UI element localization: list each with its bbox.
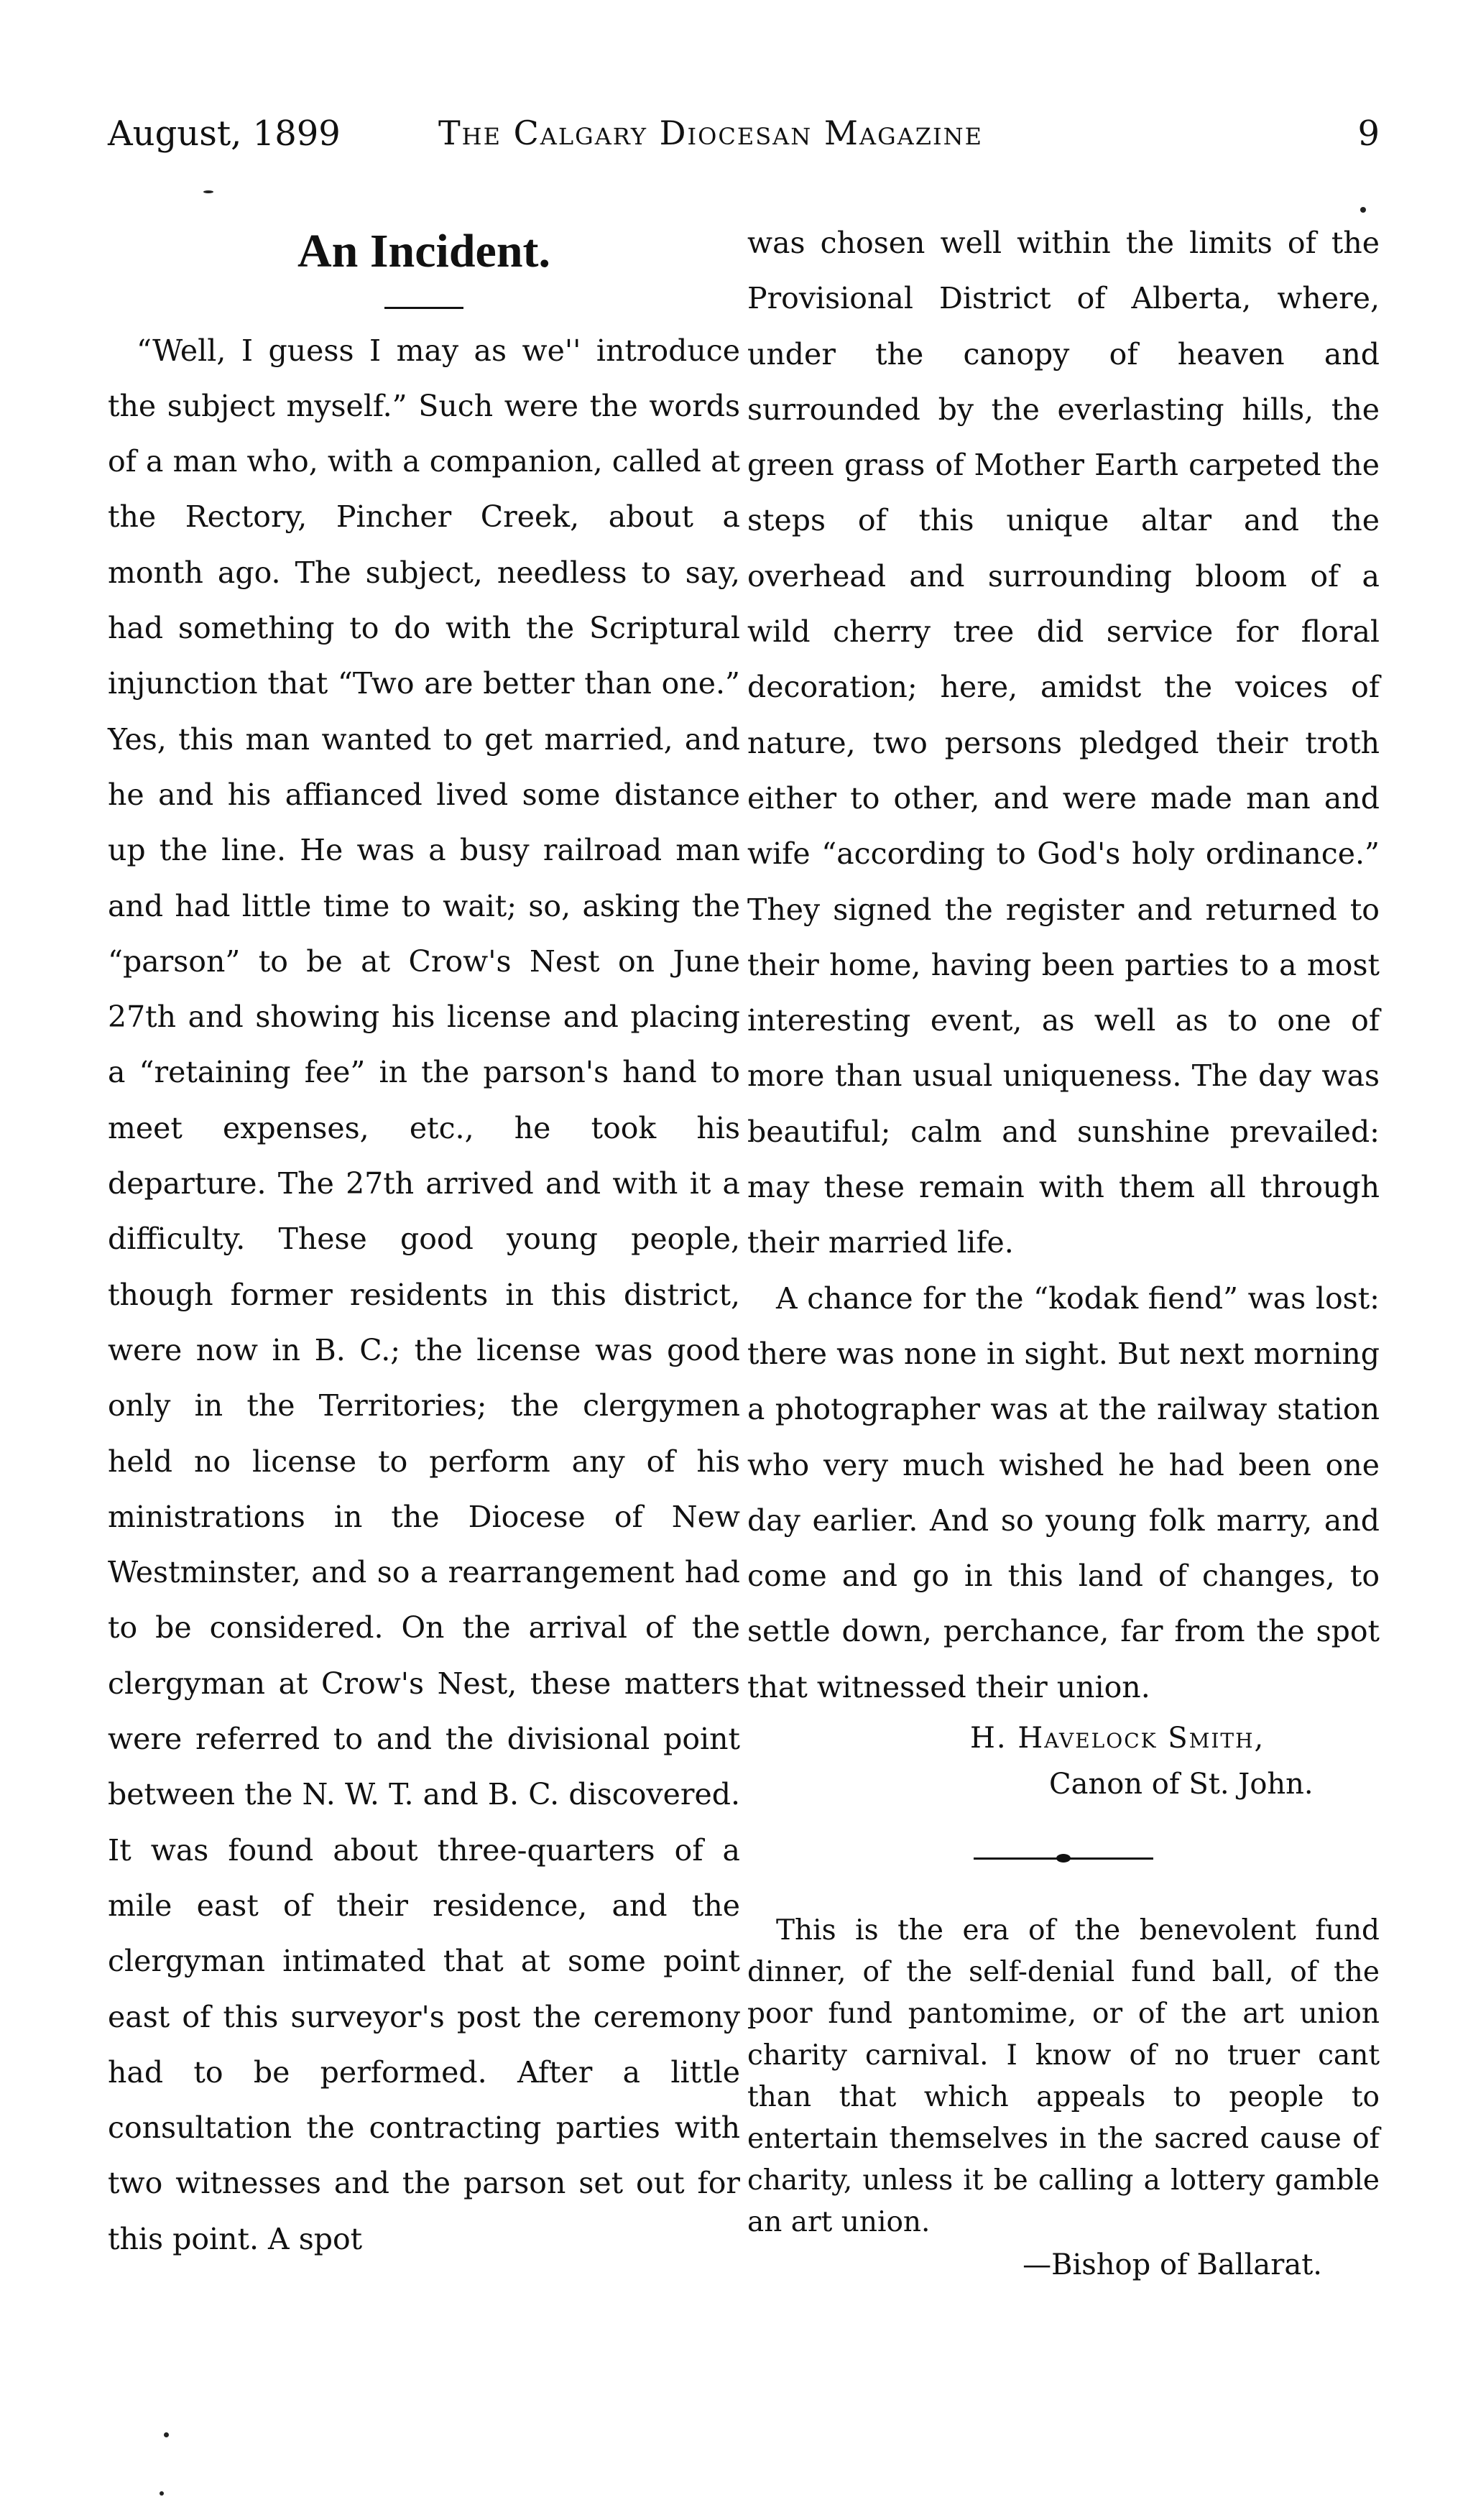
print-speck [160, 2491, 164, 2496]
article-paragraph-1: “Well, I guess I may as we'' introduce the subject myself.” Such were the words of a man who, with a companion, called at the Rectory, Pincher Creek, about a month ago. The subject, needless to say, had something to do with the Scriptural injunction that “Two are better than one.” Yes, this man wanted to get married, and he and his affianced lived some distance up the line. He was a busy railroad man and had little time to wait; so, asking the “parson” to be at Crow's Nest on June 27th and showing his license and placing a “retaining fee” in the parson's hand to meet expenses, etc., he took his departure. The 27th arrived and with it a difficulty. These good young people, though former residents in this district, were now in B. C.; the license was good only in the Territories; the clergymen held no license to perform any of his ministrations in the Diocese of New Westminster, and so a rearrangement had to be considered. On the arrival of the clergyman at Crow's Nest, these matters were referred to and the divisional point between the N. W. T. and B. C. discovered. It was found about three-quarters of a mile east of their residence, and the clergyman intimated that at some point east of this surveyor's post the ceremony had to be performed. After a little consultation the contracting parties with two witnesses and the parson set out for this point. A spot [108, 333, 740, 2256]
signature-name: H. Havelock Smith, [970, 1722, 1265, 1755]
page-header [108, 114, 1380, 164]
print-speck [1360, 207, 1366, 213]
article-paragraph-1-continued: was chosen well within the limits of the Provisional District of Alberta, where, under the canopy of heaven and surrounded by the everlasting hills, the green grass of Mother Earth carpeted the steps of this unique altar and the overhead and surrounding bloom of a wild cherry tree did service for floral decoration; here, amidst the voices of nature, two persons pledged their troth either to other, and were made man and wife “according to God's holy ordinance.” They signed the register and returned to their home, having been parties to a most interesting event, as well as to one of more than usual uniqueness. The day was beautiful; calm and sunshine prevailed: may these remain with them all through their married life. [747, 226, 1380, 1260]
right-column [747, 216, 1380, 2286]
issue-date: August, 1899 [108, 114, 341, 154]
signature-title: Canon of St. John. [1049, 1768, 1314, 1801]
article-title: An Incident. [297, 225, 551, 277]
article-paragraph-2: A chance for the “kodak fiend” was lost: there was none in sight. But next morning a photographer was at the railway station who very much wished he had been one day earlier. And so young folk marry, and come and go in this land of changes, to settle down, perchance, far from the spot that witnessed their union. [747, 1280, 1380, 1704]
page-number: 9 [1357, 114, 1380, 154]
bishop-quote: This is the era of the benevolent fund dinner, of the self-denial fund ball, of the poor fund pantomime, or of the art union charity carnival. I know of no truer cant than that which appeals to people to entertain themselves in the sacred cause of charity, unless it be calling a lottery gamble an art union. [747, 1914, 1380, 2239]
title-rule [384, 307, 463, 309]
section-divider [974, 1857, 1153, 1860]
print-speck [203, 190, 213, 193]
signature-block [747, 1715, 1380, 1807]
magazine-title: The Calgary Diocesan Magazine [438, 114, 984, 152]
print-speck [164, 2432, 169, 2437]
left-column [108, 216, 740, 2267]
quote-attribution: —Bishop of Ballarat. [1022, 2248, 1322, 2282]
